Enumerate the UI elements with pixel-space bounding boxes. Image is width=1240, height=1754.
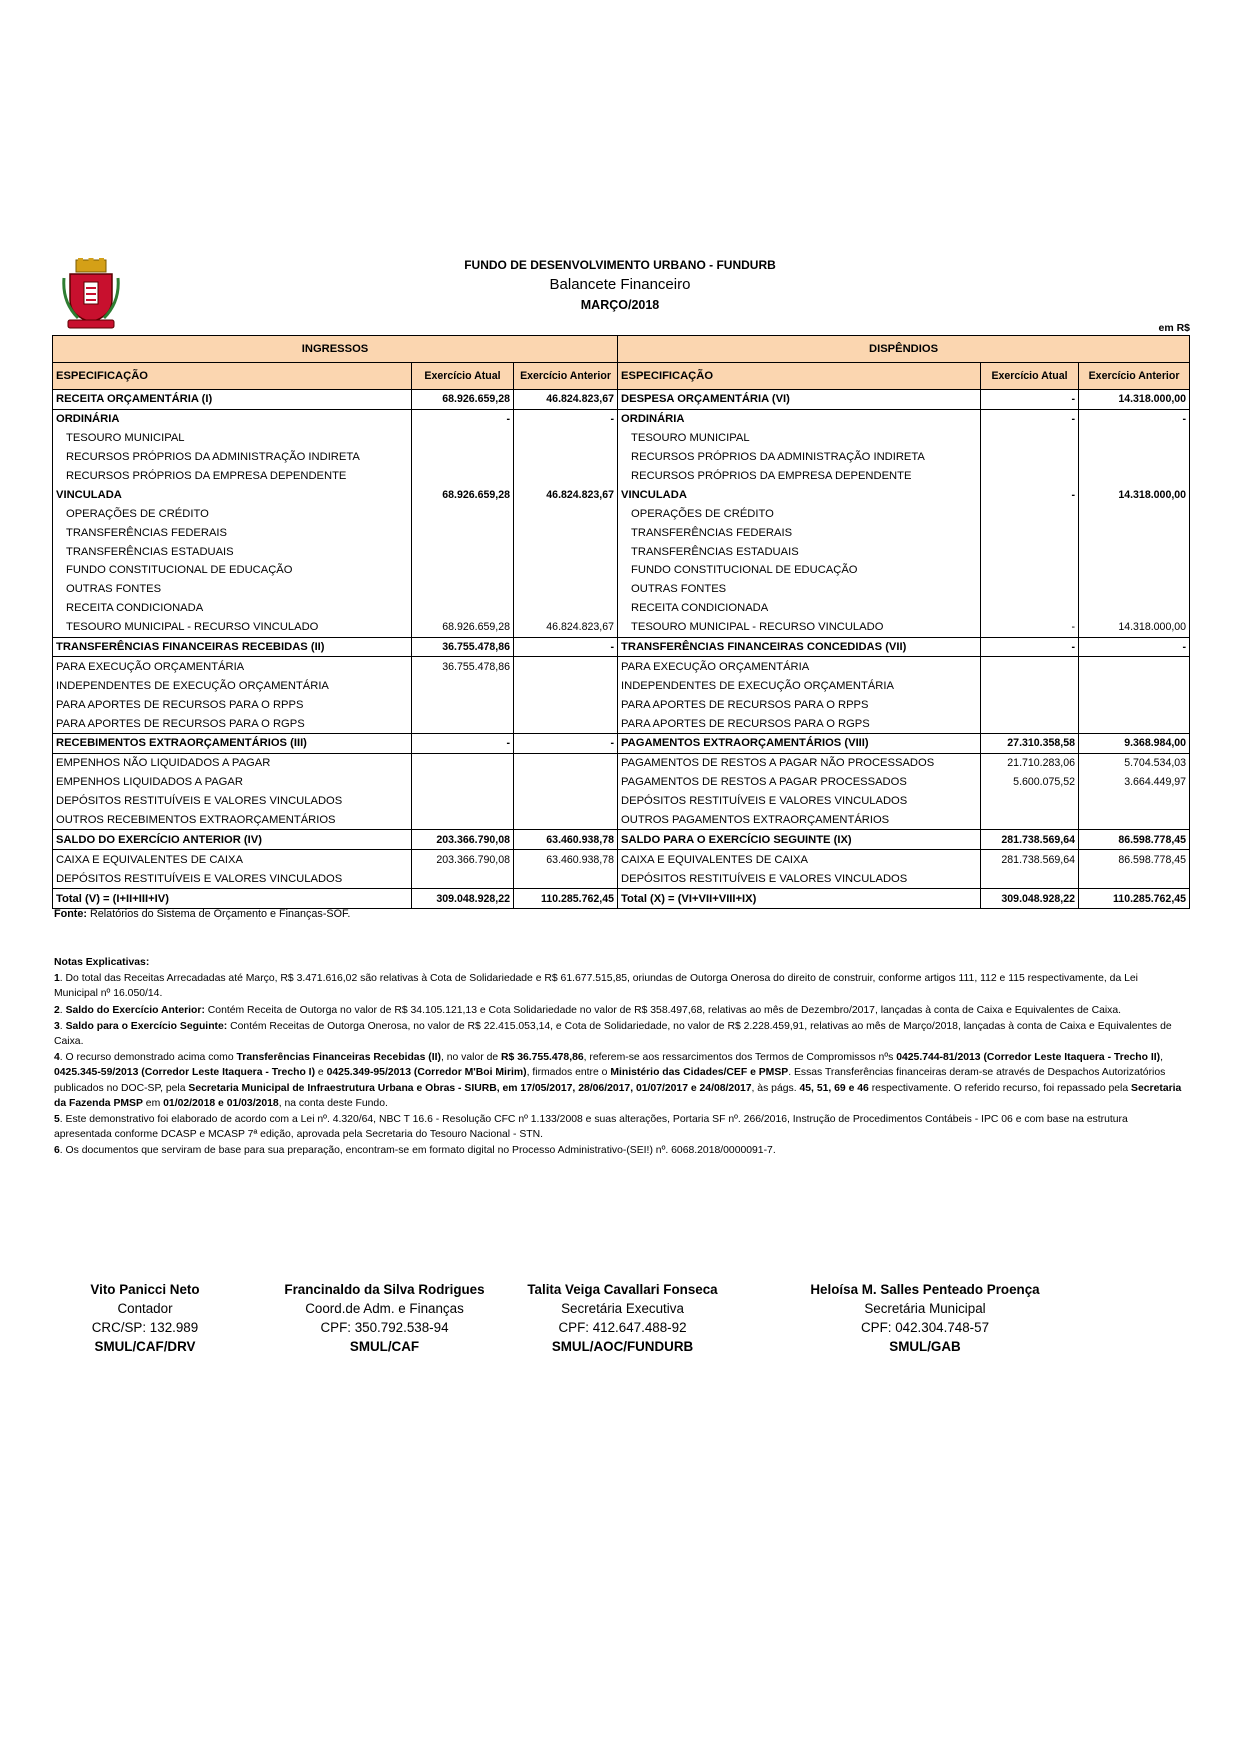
cell-previous-left bbox=[514, 773, 618, 792]
fund-title: FUNDO DE DESENVOLVIMENTO URBANO - FUNDURB bbox=[464, 258, 776, 272]
cell-current-right: 21.710.283,06 bbox=[981, 753, 1079, 772]
cell-current-right bbox=[981, 695, 1079, 714]
note-text: Saldo para o Exercício Seguinte: bbox=[65, 1020, 228, 1032]
cell-spec-left: DEPÓSITOS RESTITUÍVEIS E VALORES VINCULADOS bbox=[53, 869, 412, 888]
ingressos-header: INGRESSOS bbox=[53, 336, 618, 363]
note-text: 01/02/2018 e 01/03/2018 bbox=[163, 1097, 279, 1109]
cell-spec-right: OPERAÇÕES DE CRÉDITO bbox=[618, 504, 981, 523]
note-item bbox=[54, 1143, 1184, 1158]
cell-spec-left: TESOURO MUNICIPAL - RECURSO VINCULADO bbox=[53, 618, 412, 637]
cell-previous-left bbox=[514, 448, 618, 467]
cell-spec-right: Total (X) = (VI+VII+VIII+IX) bbox=[618, 889, 981, 909]
table-row bbox=[53, 773, 1190, 792]
report-period: MARÇO/2018 bbox=[580, 298, 660, 312]
cell-spec-right: DEPÓSITOS RESTITUÍVEIS E VALORES VINCULADOS bbox=[618, 792, 981, 811]
cell-previous-right: 14.318.000,00 bbox=[1079, 390, 1190, 410]
cell-current-right bbox=[981, 676, 1079, 695]
cell-previous-left: 63.460.938,78 bbox=[514, 850, 618, 869]
cell-current-right bbox=[981, 542, 1079, 561]
cell-spec-left: RECEITA CONDICIONADA bbox=[53, 599, 412, 618]
cell-previous-left bbox=[514, 792, 618, 811]
signer-name: Talita Veiga Cavallari Fonseca bbox=[527, 1282, 718, 1297]
cell-spec-left: PARA APORTES DE RECURSOS PARA O RGPS bbox=[53, 714, 412, 733]
note-text: 6 bbox=[54, 1145, 60, 1157]
cell-previous-right: 5.704.534,03 bbox=[1079, 753, 1190, 772]
cell-previous-left bbox=[514, 869, 618, 888]
cell-current-right bbox=[981, 504, 1079, 523]
cell-previous-right bbox=[1079, 542, 1190, 561]
cell-current-right: 27.310.358,58 bbox=[981, 734, 1079, 754]
cell-previous-right: 9.368.984,00 bbox=[1079, 734, 1190, 754]
signer-name: Vito Panicci Neto bbox=[90, 1282, 200, 1297]
note-text: Ministério das Cidades/CEF e PMSP bbox=[610, 1067, 789, 1079]
table-row bbox=[53, 714, 1190, 733]
table-row bbox=[53, 429, 1190, 448]
cell-current-right bbox=[981, 599, 1079, 618]
cell-spec-left: RECEITA ORÇAMENTÁRIA (I) bbox=[53, 390, 412, 410]
signer-document: CPF: 412.647.488-92 bbox=[558, 1320, 687, 1335]
report-subtitle: Balancete Financeiro bbox=[549, 276, 691, 293]
note-text: . Essas Transferências financeiras deram-se através de Despachos Autorizatórios publicados no DOC-SP, pela bbox=[54, 1067, 1166, 1094]
cell-current-right bbox=[981, 467, 1079, 486]
table-row bbox=[53, 811, 1190, 830]
cell-previous-right bbox=[1079, 695, 1190, 714]
note-text: , firmados entre o bbox=[526, 1067, 611, 1079]
cell-spec-right: PAGAMENTOS EXTRAORÇAMENTÁRIOS (VIII) bbox=[618, 734, 981, 754]
cell-spec-left: OUTROS RECEBIMENTOS EXTRAORÇAMENTÁRIOS bbox=[53, 811, 412, 830]
cell-current-right: 5.600.075,52 bbox=[981, 773, 1079, 792]
cell-previous-right: 3.664.449,97 bbox=[1079, 773, 1190, 792]
cell-previous-left bbox=[514, 753, 618, 772]
cell-previous-right: 14.318.000,00 bbox=[1079, 485, 1190, 504]
table-row bbox=[53, 580, 1190, 599]
signer-document: CRC/SP: 132.989 bbox=[91, 1320, 199, 1335]
cell-spec-right: PAGAMENTOS DE RESTOS A PAGAR NÃO PROCESSADOS bbox=[618, 753, 981, 772]
cell-current-left bbox=[412, 599, 514, 618]
col-current-right: Exercício Atual bbox=[981, 363, 1079, 390]
balance-table-body bbox=[53, 390, 1190, 909]
cell-current-left bbox=[412, 429, 514, 448]
cell-previous-left bbox=[514, 714, 618, 733]
table-row bbox=[53, 561, 1190, 580]
cell-previous-right bbox=[1079, 869, 1190, 888]
cell-current-right: - bbox=[981, 409, 1079, 428]
cell-previous-left bbox=[514, 811, 618, 830]
cell-previous-left bbox=[514, 429, 618, 448]
cell-previous-left: - bbox=[514, 409, 618, 428]
note-item bbox=[54, 971, 1184, 1001]
signer-unit: SMUL/CAF bbox=[349, 1339, 420, 1354]
cell-spec-left: TRANSFERÊNCIAS ESTADUAIS bbox=[53, 542, 412, 561]
note-text: 0425.744-81/2013 (Corredor Leste Itaquera - Trecho II) bbox=[896, 1052, 1161, 1064]
table-row bbox=[53, 599, 1190, 618]
cell-previous-right bbox=[1079, 599, 1190, 618]
cell-previous-left: 63.460.938,78 bbox=[514, 830, 618, 850]
cell-current-right: 281.738.569,64 bbox=[981, 850, 1079, 869]
cell-previous-right bbox=[1079, 467, 1190, 486]
note-text: 3 bbox=[54, 1020, 60, 1032]
cell-spec-right: TRANSFERÊNCIAS ESTADUAIS bbox=[618, 542, 981, 561]
cell-spec-right: CAIXA E EQUIVALENTES DE CAIXA bbox=[618, 850, 981, 869]
cell-previous-right: - bbox=[1079, 637, 1190, 657]
cell-current-right bbox=[981, 561, 1079, 580]
source-note bbox=[54, 908, 350, 920]
note-text: , no valor de bbox=[440, 1052, 502, 1064]
signer-role: Contador bbox=[117, 1301, 173, 1316]
note-text: em bbox=[142, 1097, 164, 1109]
cell-spec-right: SALDO PARA O EXERCÍCIO SEGUINTE (IX) bbox=[618, 830, 981, 850]
note-item bbox=[54, 1019, 1184, 1049]
col-current-left: Exercício Atual bbox=[412, 363, 514, 390]
cell-spec-left: FUNDO CONSTITUCIONAL DE EDUCAÇÃO bbox=[53, 561, 412, 580]
note-text: 0425.349-95/2013 (Corredor M'Boi Mirim) bbox=[326, 1067, 527, 1079]
cell-previous-right bbox=[1079, 657, 1190, 676]
signer-unit: SMUL/CAF/DRV bbox=[94, 1339, 196, 1354]
cell-spec-right: TRANSFERÊNCIAS FINANCEIRAS CONCEDIDAS (VII) bbox=[618, 637, 981, 657]
cell-current-left bbox=[412, 811, 514, 830]
note-text: , às págs. bbox=[751, 1082, 800, 1094]
cell-spec-right: PAGAMENTOS DE RESTOS A PAGAR PROCESSADOS bbox=[618, 773, 981, 792]
cell-current-right: - bbox=[981, 390, 1079, 410]
note-item bbox=[54, 1050, 1184, 1111]
cell-previous-right bbox=[1079, 429, 1190, 448]
cell-current-left bbox=[412, 561, 514, 580]
cell-spec-left: PARA EXECUÇÃO ORÇAMENTÁRIA bbox=[53, 657, 412, 676]
cell-previous-left bbox=[514, 542, 618, 561]
col-spec-left: ESPECIFICAÇÃO bbox=[53, 363, 412, 390]
note-text: . bbox=[59, 1020, 66, 1032]
cell-spec-right: TESOURO MUNICIPAL bbox=[618, 429, 981, 448]
cell-current-left bbox=[412, 792, 514, 811]
signature-block bbox=[272, 1280, 497, 1356]
cell-spec-right: OUTRAS FONTES bbox=[618, 580, 981, 599]
cell-spec-right: VINCULADA bbox=[618, 485, 981, 504]
cell-spec-right: RECURSOS PRÓPRIOS DA ADMINISTRAÇÃO INDIRETA bbox=[618, 448, 981, 467]
table-row bbox=[53, 485, 1190, 504]
cell-spec-right: TESOURO MUNICIPAL - RECURSO VINCULADO bbox=[618, 618, 981, 637]
cell-spec-left: OPERAÇÕES DE CRÉDITO bbox=[53, 504, 412, 523]
cell-spec-right: INDEPENDENTES DE EXECUÇÃO ORÇAMENTÁRIA bbox=[618, 676, 981, 695]
cell-current-right: - bbox=[981, 637, 1079, 657]
cell-spec-right: OUTROS PAGAMENTOS EXTRAORÇAMENTÁRIOS bbox=[618, 811, 981, 830]
cell-spec-right: RECURSOS PRÓPRIOS DA EMPRESA DEPENDENTE bbox=[618, 467, 981, 486]
cell-current-right bbox=[981, 429, 1079, 448]
cell-current-left bbox=[412, 695, 514, 714]
cell-previous-right bbox=[1079, 580, 1190, 599]
cell-spec-right: ORDINÁRIA bbox=[618, 409, 981, 428]
note-text: , na conta deste Fundo. bbox=[278, 1097, 388, 1109]
cell-spec-left: ORDINÁRIA bbox=[53, 409, 412, 428]
col-spec-right: ESPECIFICAÇÃO bbox=[618, 363, 981, 390]
cell-previous-right: 86.598.778,45 bbox=[1079, 850, 1190, 869]
table-row bbox=[53, 523, 1190, 542]
cell-current-left: - bbox=[412, 734, 514, 754]
cell-previous-left: 46.824.823,67 bbox=[514, 618, 618, 637]
note-item bbox=[54, 1003, 1184, 1018]
signer-role: Secretária Executiva bbox=[561, 1301, 684, 1316]
cell-current-left bbox=[412, 676, 514, 695]
cell-current-left bbox=[412, 504, 514, 523]
table-row bbox=[53, 618, 1190, 637]
cell-previous-left bbox=[514, 467, 618, 486]
cell-current-right: - bbox=[981, 485, 1079, 504]
cell-current-right: 309.048.928,22 bbox=[981, 889, 1079, 909]
notes-list bbox=[54, 971, 1184, 1158]
cell-spec-right: RECEITA CONDICIONADA bbox=[618, 599, 981, 618]
cell-spec-left: EMPENHOS LIQUIDADOS A PAGAR bbox=[53, 773, 412, 792]
table-row bbox=[53, 448, 1190, 467]
cell-current-left bbox=[412, 869, 514, 888]
table-row bbox=[53, 504, 1190, 523]
note-text: , bbox=[1160, 1052, 1164, 1064]
cell-previous-right bbox=[1079, 714, 1190, 733]
cell-previous-left bbox=[514, 599, 618, 618]
table-row bbox=[53, 657, 1190, 676]
note-text: Secretaria da Fazenda PMSP bbox=[54, 1082, 1182, 1109]
cell-current-right bbox=[981, 792, 1079, 811]
note-text: respectivamente. O referido recurso, foi repassado pela bbox=[868, 1082, 1132, 1094]
cell-current-left bbox=[412, 448, 514, 467]
cell-current-left: 36.755.478,86 bbox=[412, 657, 514, 676]
note-text: e bbox=[315, 1067, 327, 1079]
cell-spec-left: SALDO DO EXERCÍCIO ANTERIOR (IV) bbox=[53, 830, 412, 850]
dispendios-header: DISPÊNDIOS bbox=[618, 336, 1190, 363]
col-previous-left: Exercício Anterior bbox=[514, 363, 618, 390]
cell-current-right: 281.738.569,64 bbox=[981, 830, 1079, 850]
cell-previous-right: - bbox=[1079, 409, 1190, 428]
signer-unit: SMUL/GAB bbox=[889, 1339, 961, 1354]
cell-current-right bbox=[981, 714, 1079, 733]
note-text: Secretaria Municipal de Infraestrutura Urbana e Obras - SIURB, em 17/05/2017, 28/06/2017, 01/07/2017 e 24/08/2017 bbox=[188, 1082, 752, 1094]
cell-current-left: 309.048.928,22 bbox=[412, 889, 514, 909]
cell-current-left bbox=[412, 773, 514, 792]
table-row bbox=[53, 734, 1190, 754]
note-text: 1 bbox=[54, 973, 60, 985]
cell-spec-left: VINCULADA bbox=[53, 485, 412, 504]
cell-current-left bbox=[412, 580, 514, 599]
note-text: 2 bbox=[54, 1004, 60, 1016]
notes-title: Notas Explicativas: bbox=[54, 957, 150, 968]
cell-current-right bbox=[981, 657, 1079, 676]
cell-previous-left: 110.285.762,45 bbox=[514, 889, 618, 909]
note-text: 5 bbox=[54, 1114, 60, 1126]
signature-block bbox=[510, 1280, 735, 1356]
signer-role: Coord.de Adm. e Finanças bbox=[305, 1301, 464, 1316]
cell-spec-left: RECURSOS PRÓPRIOS DA ADMINISTRAÇÃO INDIRETA bbox=[53, 448, 412, 467]
table-row bbox=[53, 467, 1190, 486]
note-text: . Os documentos que serviram de base para sua preparação, encontram-se em formato digital no Processo Administrativo-(SEI!) nº. 6068.2018/0000091-7. bbox=[59, 1145, 776, 1157]
cell-previous-right bbox=[1079, 523, 1190, 542]
cell-current-right: - bbox=[981, 618, 1079, 637]
cell-spec-left: INDEPENDENTES DE EXECUÇÃO ORÇAMENTÁRIA bbox=[53, 676, 412, 695]
cell-current-left: 68.926.659,28 bbox=[412, 485, 514, 504]
signer-name: Francinaldo da Silva Rodrigues bbox=[284, 1282, 485, 1297]
signature-block bbox=[790, 1280, 1060, 1356]
cell-previous-right bbox=[1079, 448, 1190, 467]
table-row bbox=[53, 676, 1190, 695]
cell-spec-left: Total (V) = (I+II+III+IV) bbox=[53, 889, 412, 909]
cell-spec-right: PARA APORTES DE RECURSOS PARA O RPPS bbox=[618, 695, 981, 714]
source-label: Fonte: bbox=[54, 908, 87, 920]
note-text: 0425.345-59/2013 (Corredor Leste Itaquera - Trecho I) bbox=[54, 1067, 316, 1079]
cell-spec-left: OUTRAS FONTES bbox=[53, 580, 412, 599]
note-text: . Este demonstrativo foi elaborado de acordo com a Lei nº. 4.320/64, NBC T 16.6 - Resolução CFC nº 1.133/2008 e suas alterações, Portaria SF nº. 266/2016, Instrução de Procedimentos Contábeis - IPC 06 e com base na estrutura apresentada conforme DCASP e MCASP 7ª edição, aprovada pela Secretaria do Tesouro Nacional - STN. bbox=[54, 1114, 1128, 1141]
cell-spec-right: FUNDO CONSTITUCIONAL DE EDUCAÇÃO bbox=[618, 561, 981, 580]
cell-previous-left bbox=[514, 676, 618, 695]
cell-current-left bbox=[412, 467, 514, 486]
cell-current-right bbox=[981, 523, 1079, 542]
note-text: Transferências Financeiras Recebidas (II) bbox=[236, 1052, 441, 1064]
source-text: Relatórios do Sistema de Orçamento e Finanças-SOF. bbox=[86, 908, 351, 920]
table-row bbox=[53, 695, 1190, 714]
explanatory-notes bbox=[54, 955, 1184, 1160]
table-row bbox=[53, 409, 1190, 428]
cell-previous-right: 14.318.000,00 bbox=[1079, 618, 1190, 637]
cell-current-right bbox=[981, 869, 1079, 888]
note-text: . O recurso demonstrado acima como bbox=[59, 1052, 237, 1064]
cell-previous-right bbox=[1079, 676, 1190, 695]
note-text: 4 bbox=[54, 1052, 60, 1064]
cell-spec-left: TESOURO MUNICIPAL bbox=[53, 429, 412, 448]
signer-name: Heloísa M. Salles Penteado Proença bbox=[810, 1282, 1040, 1297]
cell-spec-left: PARA APORTES DE RECURSOS PARA O RPPS bbox=[53, 695, 412, 714]
cell-spec-right: TRANSFERÊNCIAS FEDERAIS bbox=[618, 523, 981, 542]
cell-spec-left: RECEBIMENTOS EXTRAORÇAMENTÁRIOS (III) bbox=[53, 734, 412, 754]
note-text: . Do total das Receitas Arrecadadas até Março, R$ 3.471.616,02 são relativas à Cota de Solidariedade e R$ 61.677.515,85, oriundas de Outorga Onerosa do direito de construir, conforme artigos 111, 112 e 115 respectivamente, da Lei Municipal nº 16.050/14. bbox=[54, 973, 1138, 1000]
cell-current-left: 203.366.790,08 bbox=[412, 830, 514, 850]
cell-spec-right: DEPÓSITOS RESTITUÍVEIS E VALORES VINCULADOS bbox=[618, 869, 981, 888]
table-row bbox=[53, 850, 1190, 869]
table-row bbox=[53, 889, 1190, 909]
cell-current-left: 68.926.659,28 bbox=[412, 618, 514, 637]
cell-previous-left: - bbox=[514, 734, 618, 754]
table-row bbox=[53, 792, 1190, 811]
cell-spec-left: CAIXA E EQUIVALENTES DE CAIXA bbox=[53, 850, 412, 869]
cell-previous-right: 86.598.778,45 bbox=[1079, 830, 1190, 850]
note-text: Saldo do Exercício Anterior: bbox=[65, 1004, 205, 1016]
table-row bbox=[53, 753, 1190, 772]
note-text: Contém Receita de Outorga no valor de R$ 34.105.121,13 e Cota Solidariedade no valor de R$ 358.497,68, relativas ao mês de Dezembro/2017, lançadas à conta de Caixa e Equivalentes de Caixa. bbox=[204, 1004, 1122, 1016]
currency-unit: em R$ bbox=[1158, 322, 1190, 334]
signer-document: CPF: 350.792.538-94 bbox=[320, 1320, 449, 1335]
cell-previous-right bbox=[1079, 504, 1190, 523]
table-row bbox=[53, 637, 1190, 657]
cell-previous-right bbox=[1079, 792, 1190, 811]
cell-previous-left bbox=[514, 695, 618, 714]
table-row bbox=[53, 390, 1190, 410]
cell-current-left: 36.755.478,86 bbox=[412, 637, 514, 657]
cell-previous-left: 46.824.823,67 bbox=[514, 390, 618, 410]
cell-previous-left bbox=[514, 523, 618, 542]
note-text: Contém Receitas de Outorga Onerosa, no valor de R$ 22.415.053,14, e Cota de Solidariedade, no valor de R$ 2.228.459,91, relativas ao mês de Março/2018, lançadas à conta de Caixa e Equivalentes de Caixa. bbox=[54, 1020, 1172, 1048]
cell-spec-right: DESPESA ORÇAMENTÁRIA (VI) bbox=[618, 390, 981, 410]
cell-previous-right bbox=[1079, 811, 1190, 830]
signer-unit: SMUL/AOC/FUNDURB bbox=[551, 1339, 694, 1354]
signer-role: Secretária Municipal bbox=[864, 1301, 986, 1316]
cell-previous-left bbox=[514, 580, 618, 599]
cell-previous-left bbox=[514, 504, 618, 523]
cell-previous-left bbox=[514, 561, 618, 580]
note-text: 45, 51, 69 e 46 bbox=[799, 1082, 869, 1094]
cell-previous-left bbox=[514, 657, 618, 676]
cell-current-left: 68.926.659,28 bbox=[412, 390, 514, 410]
note-text: , referem-se aos ressarcimentos dos Termos de Compromissos nºs bbox=[583, 1052, 897, 1064]
cell-spec-left: TRANSFERÊNCIAS FEDERAIS bbox=[53, 523, 412, 542]
cell-spec-left: DEPÓSITOS RESTITUÍVEIS E VALORES VINCULADOS bbox=[53, 792, 412, 811]
cell-previous-right: 110.285.762,45 bbox=[1079, 889, 1190, 909]
signer-document: CPF: 042.304.748-57 bbox=[860, 1320, 990, 1335]
cell-current-left bbox=[412, 523, 514, 542]
cell-current-right bbox=[981, 580, 1079, 599]
cell-current-right bbox=[981, 448, 1079, 467]
balance-table bbox=[52, 335, 1190, 909]
cell-previous-left: - bbox=[514, 637, 618, 657]
signature-block bbox=[45, 1280, 245, 1356]
table-row bbox=[53, 542, 1190, 561]
table-row bbox=[53, 830, 1190, 850]
cell-current-left bbox=[412, 542, 514, 561]
cell-current-left: 203.366.790,08 bbox=[412, 850, 514, 869]
cell-current-left bbox=[412, 714, 514, 733]
note-text: R$ 36.755.478,86 bbox=[501, 1052, 584, 1064]
note-text: . bbox=[59, 1004, 66, 1016]
cell-current-left: - bbox=[412, 409, 514, 428]
cell-spec-left: TRANSFERÊNCIAS FINANCEIRAS RECEBIDAS (II) bbox=[53, 637, 412, 657]
cell-spec-right: PARA APORTES DE RECURSOS PARA O RGPS bbox=[618, 714, 981, 733]
cell-spec-left: RECURSOS PRÓPRIOS DA EMPRESA DEPENDENTE bbox=[53, 467, 412, 486]
cell-previous-left: 46.824.823,67 bbox=[514, 485, 618, 504]
col-previous-right: Exercício Anterior bbox=[1079, 363, 1190, 390]
cell-current-left bbox=[412, 753, 514, 772]
cell-spec-right: PARA EXECUÇÃO ORÇAMENTÁRIA bbox=[618, 657, 981, 676]
cell-current-right bbox=[981, 811, 1079, 830]
cell-spec-left: EMPENHOS NÃO LIQUIDADOS A PAGAR bbox=[53, 753, 412, 772]
note-item bbox=[54, 1112, 1184, 1142]
table-row bbox=[53, 869, 1190, 888]
cell-previous-right bbox=[1079, 561, 1190, 580]
